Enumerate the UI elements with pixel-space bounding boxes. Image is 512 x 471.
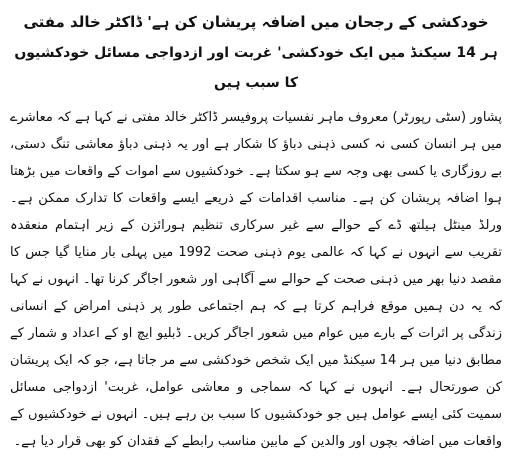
article-body: پشاور (سٹی رپورٹر) معروف ماہر نفسیات پروفیسر ڈاکٹر خالد مفتی نے کہا ہے کہ معاشرے میں ہر انسان کسی نہ کسی ذہنی دباؤ کا شکار ہے اور یہ ذہنی دباؤ معاشی تنگ دستی، بے روزگاری یا کسی بھی وجہ سے ہو سکتا ہے۔ خودکشیوں سے اموات کے واقعات میں بڑھتا ہوا اضافہ پریشان کن ہے۔ مناسب اقدامات کے ذریعے ایسے واقعات کا تدارک ممکن ہے۔ ورلڈ مینٹل ہیلتھ ڈے کے حوالے سے غیر سرکاری تنظیم ہورائزن کے زیر اہتمام منعقدہ تقریب سے انہوں نے کہا کہ عالمی یوم ذہنی صحت 1992 میں پہلی بار منایا گیا جس کا مقصد دنیا بھر میں ذہنی صحت کے حوالے سے آگاہی اور شعور اجاگر کرنا تھا۔ انہوں نے کہا کہ یہ دن ہمیں موقع فراہم کرتا ہے کہ ہم اجتماعی طور پر ذہنی امراض کے انسانی زندگی پر اثرات کے بارے میں عوام میں شعور اجاگر کریں۔ ڈبلیو ایچ او کے اعداد و شمار کے مطابق دنیا میں ہر 14 سیکنڈ میں ایک شخص خودکشی سے مر جاتا ہے، جو کہ ایک پریشان کن صورتحال ہے۔ انہوں نے کہا کہ سماجی و معاشی عوامل، غربت' ازدواجی مسائل سمیت کئی ایسے عوامل ہیں جو خودکشیوں کا سبب بن رہے ہیں۔ انہوں نے خودکشیوں کے واقعات میں اضافہ بچوں اور والدین کے مابین مناسب رابطے کے فقدان کو بھی قرار دیا ہے۔ [10,110,502,449]
article-headline: خودکشی کے رجحان میں اضافہ پریشان کن ہے' ڈاکٹر خالد مفتی [23,13,489,31]
article-subheadline: ہر 14 سیکنڈ میں ایک خودکشی' غربت اور ازدواجی مسائل خودکشیوں کا سبب ہیں [14,45,498,91]
